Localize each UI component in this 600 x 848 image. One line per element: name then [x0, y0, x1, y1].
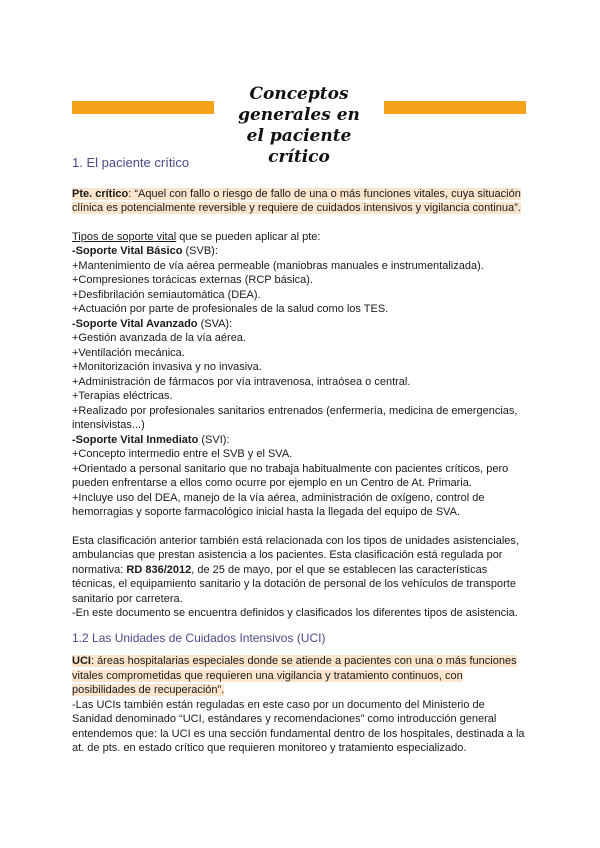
title-accent-bar-right — [384, 101, 526, 114]
title-accent-bar-left — [72, 101, 214, 114]
support-types-rest: que se pueden aplicar al pte: — [176, 230, 321, 243]
list-item: +Desfibrilación semiautomática (DEA). — [72, 288, 261, 301]
document-body — [72, 156, 528, 756]
list-item: +Terapias eléctricas. — [72, 390, 173, 402]
classification-note: -En este documento se encuentra definidos y clasificados los diferentes tipos de asistencia. — [72, 607, 518, 619]
section-2-heading: 1.2 Las Unidades de Cuidados Intensivos (UCI) — [72, 630, 326, 645]
support-types-intro — [72, 230, 528, 245]
classification-paragraph: Esta clasificación anterior también está relacionada con los tipos de unidades asistenciales, ambulancias que prestan asistencia a los pacientes. Esta clasificación está regulada por normativa: RD 836/2012, de 25 de mayo, por el que se establecen las características técnicas, el equipamiento sanitario y la dotación de personal de los vehículos de transporte sanitario por carretera. — [72, 534, 519, 605]
list-item: +Ventilación mecánica. — [72, 346, 185, 359]
support-types-label: Tipos de soporte vital — [72, 230, 177, 243]
page-title-line-1: Conceptos generales en — [238, 84, 360, 125]
list-item: +Orientado a personal sanitario que no trabaja habitualmente con pacientes críticos, pero pueden enfrentarse a ellos como ocurre por ejemplo en un Centro de At. Primaria. — [72, 462, 509, 489]
svb-heading: -Soporte Vital Básico (SVB): — [72, 245, 218, 257]
list-item: +Gestión avanzada de la vía aérea. — [72, 332, 246, 344]
list-item: +Compresiones torácicas externas (RCP básica). — [72, 274, 313, 286]
uci-body-paragraph: -Las UCIs también están reguladas en este caso por un documento del Ministerio de Sanidad denominado “UCI, estándares y recomendaciones” como introducción general entendemos que: la UCI es una sección fundamental dentro de los hospitales, destinada a la at. de pts. en estado crítico que requieren monitoreo y tratamiento especializado. — [72, 698, 525, 754]
list-item: +Mantenimiento de vía aérea permeable (maniobras manuales e instrumentalizada). — [72, 259, 484, 272]
critical-patient-definition — [72, 187, 528, 216]
list-item: +Actuación por parte de profesionales de la salud como los TES. — [72, 303, 389, 315]
definition-term: UCI — [72, 655, 91, 667]
definition-text: : “Aquel con fallo o riesgo de fallo de una o más funciones vitales, cuya situación clínica es potencialmente reversible y requiere de cuidados intensivos y vigilancia continua”. — [72, 187, 521, 214]
list-item: +Monitorización invasiva y no invasiva. — [72, 361, 262, 373]
regulation-reference: RD 836/2012 — [126, 563, 192, 576]
list-item: +Concepto intermedio entre el SVB y el SVA. — [72, 448, 293, 460]
section-1-heading: 1. El paciente crítico — [72, 155, 190, 170]
list-item: +Incluye uso del DEA, manejo de la vía aérea, administración de oxígeno, control de hemorragias y soporte farmacológico inicial hasta la llegada del equipo de SVA. — [72, 491, 485, 518]
list-item: +Realizado por profesionales sanitarios entrenados (enfermería, medicina de emergencias, intensivistas...) — [72, 404, 518, 431]
sva-heading: -Soporte Vital Avanzado (SVA): — [72, 317, 233, 330]
uci-definition — [72, 654, 528, 698]
svi-heading: -Soporte Vital Inmediato (SVI): — [72, 433, 230, 446]
page-title-line-2: el paciente crítico — [246, 126, 352, 167]
definition-text: : áreas hospitalarias especiales donde se atiende a pacientes con una o más funciones vitales comprometidas que requieren una vigilancia y tratamiento continuos, con posibilidades de recuperación”. — [72, 655, 517, 696]
definition-term: Pte. crítico — [72, 187, 129, 200]
list-item: +Administración de fármacos por vía intravenosa, intraósea o central. — [72, 375, 411, 388]
